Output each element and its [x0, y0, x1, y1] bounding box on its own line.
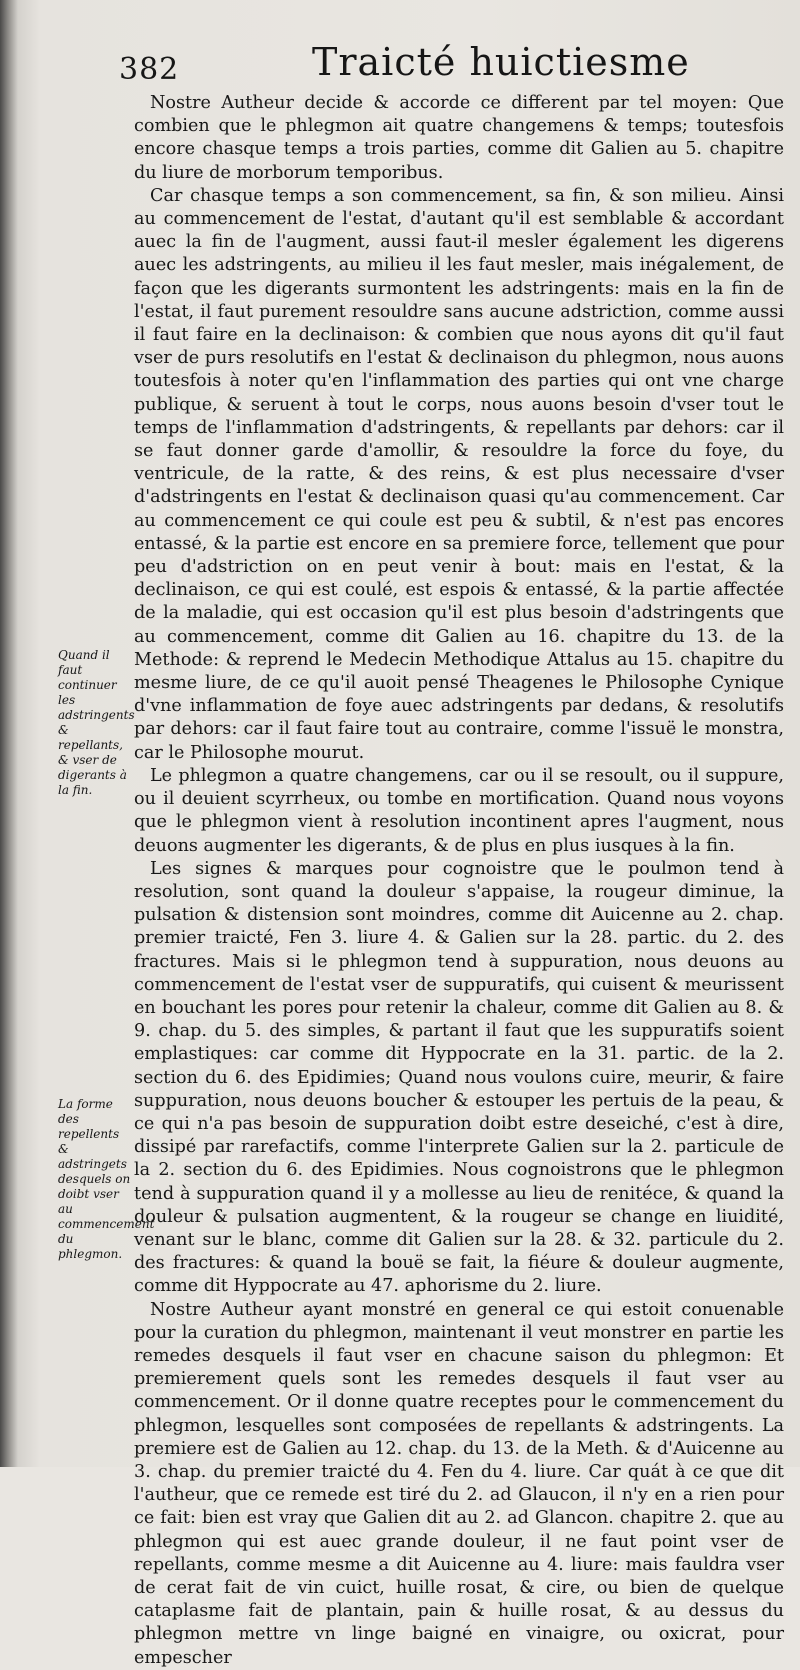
page-number: 382	[119, 52, 180, 87]
paragraph: Nostre Autheur decide & accorde ce different par tel moyen: Que combien que le phlegmon ait quatre changemens & temps; toutesfois encore chasque temps a trois parties, comme dit Galien au 5. chapitre du liure de morborum temporibus.	[134, 93, 784, 183]
paragraph: Nostre Autheur ayant monstré en general ce qui estoit conuenable pour la curation du phlegmon, maintenant il veut monstrer en partie les remedes desquels il faut vser en chacune saison du phlegmon: Et premierement quels sont les remedes desquels il faut vser au commencement. Or il donne quatre receptes pour le commencement du phlegmon, lesquelles sont composées de repellants & adstringents. La premiere est de Galien au 12. chap. du 13. de la Meth. & d'Auicenne au 3. chap. du premier traicté du 4. Fen du 4. liure. Car quát à ce que dit l'autheur, que ce remede est tiré du 2. ad Glaucon, il n'y en a rien pour ce fait: bien est vray que Galien dit au 2. ad Glancon. chapitre 2. que au phlegmon qui est auec grande douleur, il ne faut point vser de repellants, comme mesme a dit Auicenne au 4. liure: mais fauldra vser de cerat fait de vin cuict, huille rosat, & cire, ou bien de quelque cataplasme fait de plantain, pain & huille rosat, & au dessus du phlegmon mettre vn linge baigné en vinaigre, ou oxicrat, pour empescher	[134, 1299, 784, 1668]
paragraph: Les signes & marques pour cognoistre que le poulmon tend à resolution, sont quand la douleur s'appaise, la rougeur diminue, la pulsation & distension sont moindres, comme dit Auicenne au 2. chap. premier traicté, Fen 3. liure 4. & Galien sur la 28. partic. du 2. des fractures. Mais si le phlegmon tend à suppuration, nous deuons au commencement de l'estat vser de suppuratifs, qui cuisent & meurissent en bouchant les pores pour retenir la chaleur, comme dit Galien au 8. & 9. chap. du 5. des simples, & partant il faut que les suppuratifs soient emplastiques: car comme dit Hyppocrate en la 31. partic. de la 2. section du 6. des Epidimies; Quand nous voulons cuire, meurir, & faire suppuration, nous deuons boucher & estouper les pertuis de la peau, & ce qui n'a pas besoin de suppuration doibt estre deseiché, c'est à dire, dissipé par rarefactifs, comme l'interprete Galien sur la 2. particule de la 2. section du 6. des Epidimies. Nous cognoistrons que le phlegmon tend à suppuration quand il y a mollesse au lieu de renitéce, & quand la douleur & pulsation augmentent, & la rougeur se change en liuidité, venant sur le blanc, comme dit Galien sur la 28. & 32. particule du 2. des fractures: & quand la bouë se fait, la fiéure & douleur augmente, comme dit Hyppocrate au 47. aphorisme du 2. liure.	[134, 858, 784, 1297]
paragraph: Car chasque temps a son commencement, sa fin, & son milieu. Ainsi au commencement de l'estat, d'autant qu'il est semblable & accordant auec la fin de l'augment, aussi faut-il mesler également les digerens auec les adstringents, au milieu il les faut mesler, mais inégalement, de façon que les digerants surmontent les adstringents: mais en la fin de l'estat, il faut purement resouldre sans aucune adstriction, comme aussi il faut faire en la declinaison: & combien que nous ayons dit qu'il faut vser de purs resolutifs en l'estat & declinaison du phlegmon, nous auons toutesfois à noter qu'en l'inflammation des parties qui ont vne charge publique, & seruent à tout le corps, nous auons besoin d'vser tout le temps de l'inflammation d'adstringents, & repellants par dehors: car il se faut donner garde d'amollir, & resouldre la force du foye, du ventricule, de la ratte, & des reins, & est plus necessaire d'vser d'adstringents en l'estat & declinaison quasi qu'au commencement. Car au commencement ce qui coule est peu & subtil, & n'est pas encores entassé, & la partie est encore en sa premiere force, tellement que pour peu d'adstriction on en peut venir à bout: mais en l'estat, & la declinaison, ce qui est coulé, est espois & entassé, & la partie affectée de la maladie, qui est occasion qu'il est plus besoin d'adstringents que au commencement, comme dit Galien au 16. chapitre du 13. de la Methode: & reprend le Medecin Methodique Attalus au 15. chapitre du mesme liure, de ce qu'il auoit pensé Theagenes le Philosophe Cynique d'vne inflammation de foye auec adstringents par dedans, & resolutifs par dehors: car il faut faire tout au contraire, comme l'issuë le monstra, car le Philosophe mourut.	[134, 185, 784, 763]
body-text	[134, 90, 784, 1670]
margin-note: La forme des repellents & adstringets desquels on doibt vser au commencement du phlegmon.	[58, 1097, 155, 1261]
page-header	[0, 34, 800, 94]
running-title: Traicté huictiesme	[312, 40, 690, 84]
margin-note: Quand il faut continuer les adstringents & repellants, & vser de digerants à la fin.	[58, 648, 135, 797]
paragraph: Le phlegmon a quatre changemens, car ou il se resoult, ou il suppure, ou il deuient scyrrheux, ou tombe en mortification. Quand nous voyons que le phlegmon vient à resolution incontinent apres l'augment, nous deuons augmenter les digerants, & de plus en plus iusques à la fin.	[134, 765, 784, 856]
